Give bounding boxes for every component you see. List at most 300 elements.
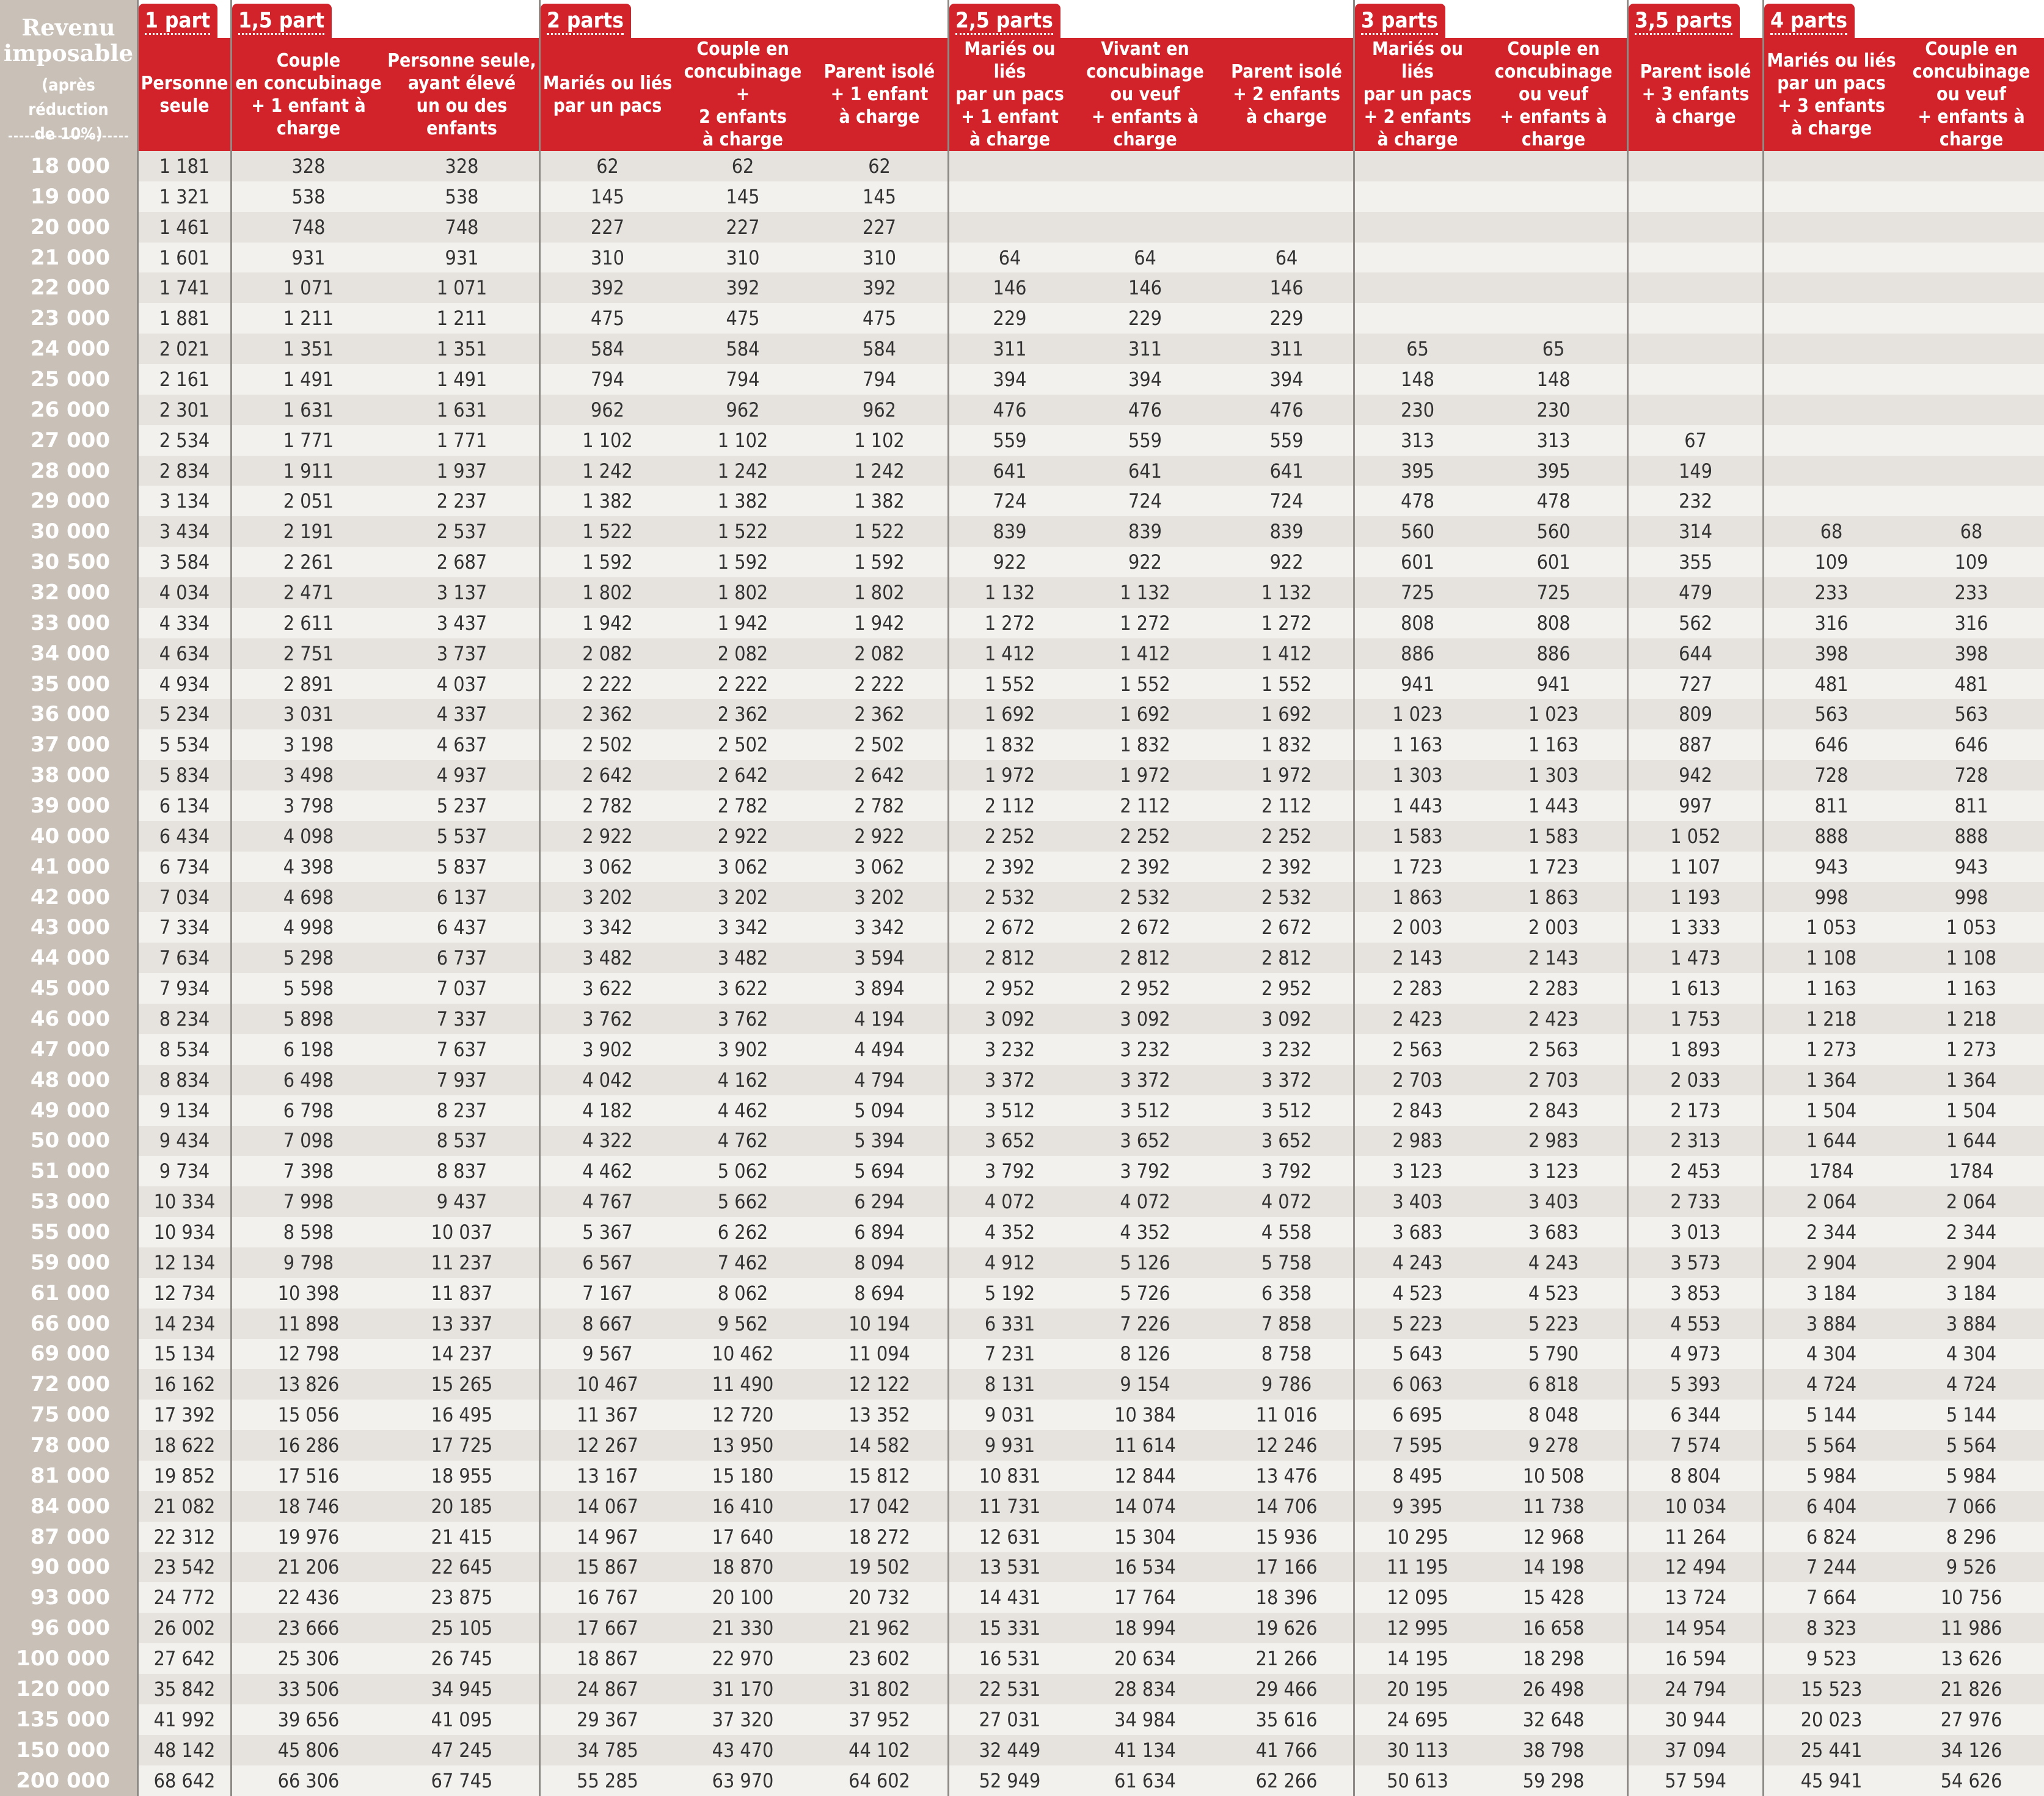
table-cell: 2 237 [385,486,539,516]
table-cell: 646 [1899,729,2044,760]
table-cell: 10 462 [674,1339,811,1370]
table-cell: 11 837 [385,1278,539,1309]
table-cell: 16 658 [1480,1613,1627,1643]
table-cell: 1784 [1899,1156,2044,1186]
table-cell: 1 972 [947,760,1070,790]
table-cell [1899,303,2044,334]
income-label: 87 000 [0,1522,137,1552]
column-header-line: Personne [141,72,228,94]
table-cell: 1 741 [137,272,230,303]
table-cell: 941 [1480,669,1627,699]
table-cell: 10 037 [385,1217,539,1247]
table-cell: 1 053 [1762,912,1899,943]
table-cell: 14 237 [385,1339,539,1370]
table-cell: 7 398 [230,1156,385,1186]
table-cell: 14 431 [947,1582,1070,1613]
table-cell: 1 211 [385,303,539,334]
table-cell: 6 437 [385,912,539,943]
table-cell [1899,395,2044,425]
column-header-line: par un pacs [1363,84,1472,105]
table-cell: 15 056 [230,1400,385,1430]
table-cell: 41 766 [1220,1735,1353,1765]
table-cell: 6 734 [137,852,230,882]
income-label: 55 000 [0,1217,137,1247]
table-row [0,1430,2044,1461]
table-cell: 2 703 [1353,1065,1480,1095]
column-header [947,38,1070,151]
table-row [0,151,2044,181]
table-cell: 5 694 [811,1156,947,1186]
income-label: 22 000 [0,272,137,303]
table-cell: 355 [1627,547,1762,577]
table-cell: 59 298 [1480,1765,1627,1796]
table-cell: 3 232 [1070,1034,1220,1065]
table-cell: 4 762 [674,1126,811,1156]
income-label: 51 000 [0,1156,137,1186]
table-cell: 3 792 [1070,1156,1220,1186]
table-cell: 227 [539,212,674,243]
income-label: 38 000 [0,760,137,790]
group-header [1627,0,1762,38]
table-cell: 1 242 [811,456,947,486]
column-header-line: + 1 enfant à charge [251,95,366,139]
table-cell: 3 437 [385,608,539,638]
income-label: 59 000 [0,1247,137,1278]
table-cell: 1 321 [137,181,230,212]
table-cell: 2 222 [674,669,811,699]
table-cell: 109 [1899,547,2044,577]
table-cell: 34 785 [539,1735,674,1765]
table-cell: 2 112 [1070,790,1220,821]
table-row [0,1186,2044,1217]
table-cell: 1 832 [1070,729,1220,760]
table-cell: 724 [1070,486,1220,516]
table-cell: 5 237 [385,790,539,821]
table-cell: 2 392 [1070,852,1220,882]
column-header-line: + 1 enfant [961,106,1059,128]
table-cell: 2 392 [947,852,1070,882]
table-cell: 3 031 [230,699,385,729]
table-cell: 7 637 [385,1034,539,1065]
table-cell: 2 471 [230,577,385,608]
table-cell: 2 362 [811,699,947,729]
row-header-cell [0,0,137,151]
table-row [0,1095,2044,1126]
table-cell: 8 758 [1220,1339,1353,1370]
table-cell: 1 644 [1762,1126,1899,1156]
table-cell: 2 952 [947,973,1070,1004]
table-cell: 3 092 [947,1004,1070,1034]
table-row [0,638,2044,669]
table-cell: 2 812 [1070,943,1220,973]
table-cell: 811 [1762,790,1899,821]
income-label: 28 000 [0,456,137,486]
table-cell [1627,212,1762,243]
column-header-row [0,38,2044,151]
table-cell: 13 950 [674,1430,811,1461]
table-cell: 2 812 [947,943,1070,973]
table-cell: 3 512 [1070,1095,1220,1126]
table-cell: 1 181 [137,151,230,181]
table-row [0,1552,2044,1583]
table-cell [1480,212,1627,243]
table-cell: 233 [1899,577,2044,608]
table-row [0,1400,2044,1430]
table-cell: 6 824 [1762,1522,1899,1552]
table-cell: 8 667 [539,1309,674,1339]
income-label: 90 000 [0,1552,137,1583]
table-cell: 31 802 [811,1674,947,1704]
group-tab [232,4,332,38]
table-cell: 16 534 [1070,1552,1220,1583]
table-cell: 6 695 [1353,1400,1480,1430]
table-cell: 17 764 [1070,1582,1220,1613]
table-cell: 646 [1762,729,1899,760]
income-label: 33 000 [0,608,137,638]
column-header [1899,38,2044,151]
table-cell: 33 506 [230,1674,385,1704]
table-cell: 311 [1220,334,1353,364]
group-label: 2 parts [547,9,624,33]
table-cell: 14 195 [1353,1643,1480,1674]
table-cell: 9 437 [385,1186,539,1217]
column-header-line: en concubinage [235,72,382,94]
table-cell: 7 634 [137,943,230,973]
table-cell: 2 051 [230,486,385,516]
table-cell: 8 323 [1762,1613,1899,1643]
table-cell: 6 434 [137,821,230,852]
table-cell: 14 954 [1627,1613,1762,1643]
table-cell: 7 037 [385,973,539,1004]
table-cell: 10 194 [811,1309,947,1339]
table-cell: 3 184 [1899,1278,2044,1309]
table-cell: 13 352 [811,1400,947,1430]
table-cell [1353,151,1480,181]
table-cell: 11 898 [230,1309,385,1339]
table-cell: 395 [1480,456,1627,486]
table-cell: 24 695 [1353,1704,1480,1735]
table-cell: 1784 [1762,1156,1899,1186]
table-cell: 1 592 [539,547,674,577]
table-cell: 1 023 [1480,699,1627,729]
table-cell [1899,456,2044,486]
table-cell: 26 745 [385,1643,539,1674]
table-cell: 2 733 [1627,1186,1762,1217]
table-cell: 16 410 [674,1491,811,1522]
table-cell: 24 794 [1627,1674,1762,1704]
table-cell: 922 [1220,547,1353,577]
table-cell: 3 652 [1220,1126,1353,1156]
table-row [0,1217,2044,1247]
table-cell: 1 802 [539,577,674,608]
table-cell: 15 428 [1480,1582,1627,1613]
table-cell: 1 644 [1899,1126,2044,1156]
table-cell: 21 330 [674,1613,811,1643]
income-label: 24 000 [0,334,137,364]
table-cell: 886 [1353,638,1480,669]
table-cell: 3 342 [811,912,947,943]
table-cell: 3 403 [1480,1186,1627,1217]
table-cell: 5 223 [1480,1309,1627,1339]
income-label: 21 000 [0,243,137,273]
table-cell: 6 134 [137,790,230,821]
group-header [1353,0,1627,38]
table-row [0,1004,2044,1034]
table-cell: 2 751 [230,638,385,669]
table-cell [1627,272,1762,303]
table-cell: 475 [674,303,811,334]
table-cell: 962 [539,395,674,425]
table-cell: 8 062 [674,1278,811,1309]
table-cell: 54 626 [1899,1765,2044,1796]
table-cell: 17 640 [674,1522,811,1552]
table-cell: 12 844 [1070,1461,1220,1491]
income-label: 135 000 [0,1704,137,1735]
column-header [1070,38,1220,151]
table-row [0,1582,2044,1613]
table-cell: 2 082 [539,638,674,669]
table-cell: 5 726 [1070,1278,1220,1309]
table-cell: 1 504 [1762,1095,1899,1126]
table-cell: 10 384 [1070,1400,1220,1430]
table-cell: 30 944 [1627,1704,1762,1735]
table-cell [1762,181,1899,212]
column-header-line: Personne seule, [387,49,536,71]
table-cell [1762,395,1899,425]
table-cell: 12 968 [1480,1522,1627,1552]
table-cell: 887 [1627,729,1762,760]
column-header-line: + enfants à charge [1918,106,2025,150]
table-cell: 18 955 [385,1461,539,1491]
column-header-line: concubinage + [684,61,802,105]
table-cell: 1 832 [947,729,1070,760]
table-cell: 9 526 [1899,1552,2044,1583]
income-label: 81 000 [0,1461,137,1491]
column-header-line: à charge [1655,106,1736,128]
income-label: 69 000 [0,1339,137,1370]
column-header-line: ou veuf [1519,84,1589,105]
table-cell: 3 013 [1627,1217,1762,1247]
table-cell: 13 826 [230,1369,385,1400]
table-cell: 3 184 [1762,1278,1899,1309]
table-cell: 1 211 [230,303,385,334]
table-cell: 15 331 [947,1613,1070,1643]
table-cell: 9 798 [230,1247,385,1278]
table-cell: 2 891 [230,669,385,699]
table-cell: 1 303 [1353,760,1480,790]
table-cell: 728 [1899,760,2044,790]
column-header [811,38,947,151]
table-cell [1627,243,1762,273]
table-cell: 15 265 [385,1369,539,1400]
column-header-line: + 1 enfant [830,84,929,105]
table-cell: 4 352 [947,1217,1070,1247]
table-cell: 5 298 [230,943,385,973]
table-cell: 4 162 [674,1065,811,1095]
table-cell: 3 202 [811,882,947,913]
income-label: 34 000 [0,638,137,669]
table-cell: 8 834 [137,1065,230,1095]
column-header [539,38,674,151]
group-tab [541,4,631,38]
table-cell: 1 108 [1762,943,1899,973]
table-cell: 601 [1353,547,1480,577]
income-label: 46 000 [0,1004,137,1034]
column-header-line: Mariés ou liés [542,72,673,94]
table-cell: 23 666 [230,1613,385,1643]
table-cell: 9 134 [137,1095,230,1126]
income-label: 26 000 [0,395,137,425]
table-cell: 559 [1220,425,1353,456]
table-row [0,334,2044,364]
table-cell: 316 [1762,608,1899,638]
table-cell: 922 [1070,547,1220,577]
table-cell: 4 042 [539,1065,674,1095]
income-label: 48 000 [0,1065,137,1095]
table-cell: 1 802 [811,577,947,608]
table-row [0,1643,2044,1674]
table-cell [1627,334,1762,364]
table-cell: 2 021 [137,334,230,364]
table-cell: 3 232 [947,1034,1070,1065]
group-label: 3,5 parts [1635,9,1732,33]
column-header [1353,38,1480,151]
table-cell: 18 746 [230,1491,385,1522]
table-cell: 2 082 [811,638,947,669]
table-cell [1899,181,2044,212]
table-row [0,1034,2044,1065]
table-cell: 18 867 [539,1643,674,1674]
table-cell: 12 134 [137,1247,230,1278]
table-cell: 12 720 [674,1400,811,1430]
table-cell: 34 945 [385,1674,539,1704]
column-header-line: Mariés ou liés [964,38,1056,82]
table-cell: 398 [1762,638,1899,669]
table-cell: 478 [1353,486,1480,516]
table-cell: 7 334 [137,912,230,943]
table-cell: 6 198 [230,1034,385,1065]
table-row [0,821,2044,852]
table-cell: 888 [1762,821,1899,852]
table-cell: 6 818 [1480,1369,1627,1400]
table-cell: 25 105 [385,1613,539,1643]
table-cell: 475 [811,303,947,334]
table-cell: 1 052 [1627,821,1762,852]
table-cell: 839 [1220,516,1353,547]
table-cell: 4 072 [1220,1186,1353,1217]
column-header-line: un ou des [416,95,508,117]
table-cell: 37 320 [674,1704,811,1735]
table-cell: 3 512 [947,1095,1070,1126]
table-cell: 26 002 [137,1613,230,1643]
table-cell: 2 534 [137,425,230,456]
table-cell: 475 [539,303,674,334]
table-cell: 8 837 [385,1156,539,1186]
table-cell: 19 976 [230,1522,385,1552]
table-cell: 2 672 [947,912,1070,943]
table-cell [1627,181,1762,212]
table-row [0,1491,2044,1522]
table-cell: 14 067 [539,1491,674,1522]
table-cell: 601 [1480,547,1627,577]
table-cell: 20 100 [674,1582,811,1613]
table-cell [1762,151,1899,181]
table-cell: 839 [947,516,1070,547]
group-tab-underline [1635,33,1732,35]
table-cell [947,212,1070,243]
table-cell: 563 [1899,699,2044,729]
table-cell [1480,181,1627,212]
table-cell: 1 863 [1353,882,1480,913]
table-cell: 997 [1627,790,1762,821]
table-cell [1480,272,1627,303]
table-cell: 9 931 [947,1430,1070,1461]
income-label: 66 000 [0,1309,137,1339]
table-cell: 4 034 [137,577,230,608]
table-cell: 64 [1070,243,1220,273]
group-tab-underline [238,33,324,35]
table-cell: 227 [674,212,811,243]
table-cell: 6 737 [385,943,539,973]
table-cell: 3 683 [1480,1217,1627,1247]
table-cell: 559 [1070,425,1220,456]
table-cell: 808 [1353,608,1480,638]
table-cell: 2 112 [947,790,1070,821]
table-cell: 5 662 [674,1186,811,1217]
table-cell: 55 285 [539,1765,674,1796]
table-cell [1353,272,1480,303]
table-cell [1627,364,1762,395]
table-cell: 8 237 [385,1095,539,1126]
table-row [0,1704,2044,1735]
table-cell: 64 [947,243,1070,273]
table-cell [1353,212,1480,243]
table-cell: 3 134 [137,486,230,516]
income-label: 36 000 [0,699,137,729]
table-row [0,1461,2044,1491]
table-cell: 3 202 [539,882,674,913]
table-cell: 229 [947,303,1070,334]
table-cell: 1 802 [674,577,811,608]
table-cell: 11 986 [1899,1613,2044,1643]
table-cell: 229 [1220,303,1353,334]
table-cell: 2 922 [674,821,811,852]
table-cell: 6 137 [385,882,539,913]
table-cell: 4 072 [1070,1186,1220,1217]
table-cell: 5 534 [137,729,230,760]
table-cell: 10 756 [1899,1582,2044,1613]
table-cell: 328 [230,151,385,181]
table-cell: 3 737 [385,638,539,669]
group-header [1762,0,2044,38]
table-cell: 998 [1899,882,2044,913]
table-cell [1353,181,1480,212]
table-cell: 1 351 [230,334,385,364]
table-cell: 794 [674,364,811,395]
table-cell: 2 782 [539,790,674,821]
table-cell: 1 163 [1899,973,2044,1004]
table-cell: 3 232 [1220,1034,1353,1065]
table-cell: 3 792 [1220,1156,1353,1186]
table-cell: 16 162 [137,1369,230,1400]
table-cell: 2 782 [674,790,811,821]
row-header-title-line1: Revenu [21,14,115,41]
table-cell: 68 [1762,516,1899,547]
table-cell: 3 798 [230,790,385,821]
table-cell: 5 094 [811,1095,947,1126]
table-cell: 1 631 [385,395,539,425]
table-cell: 2 782 [811,790,947,821]
